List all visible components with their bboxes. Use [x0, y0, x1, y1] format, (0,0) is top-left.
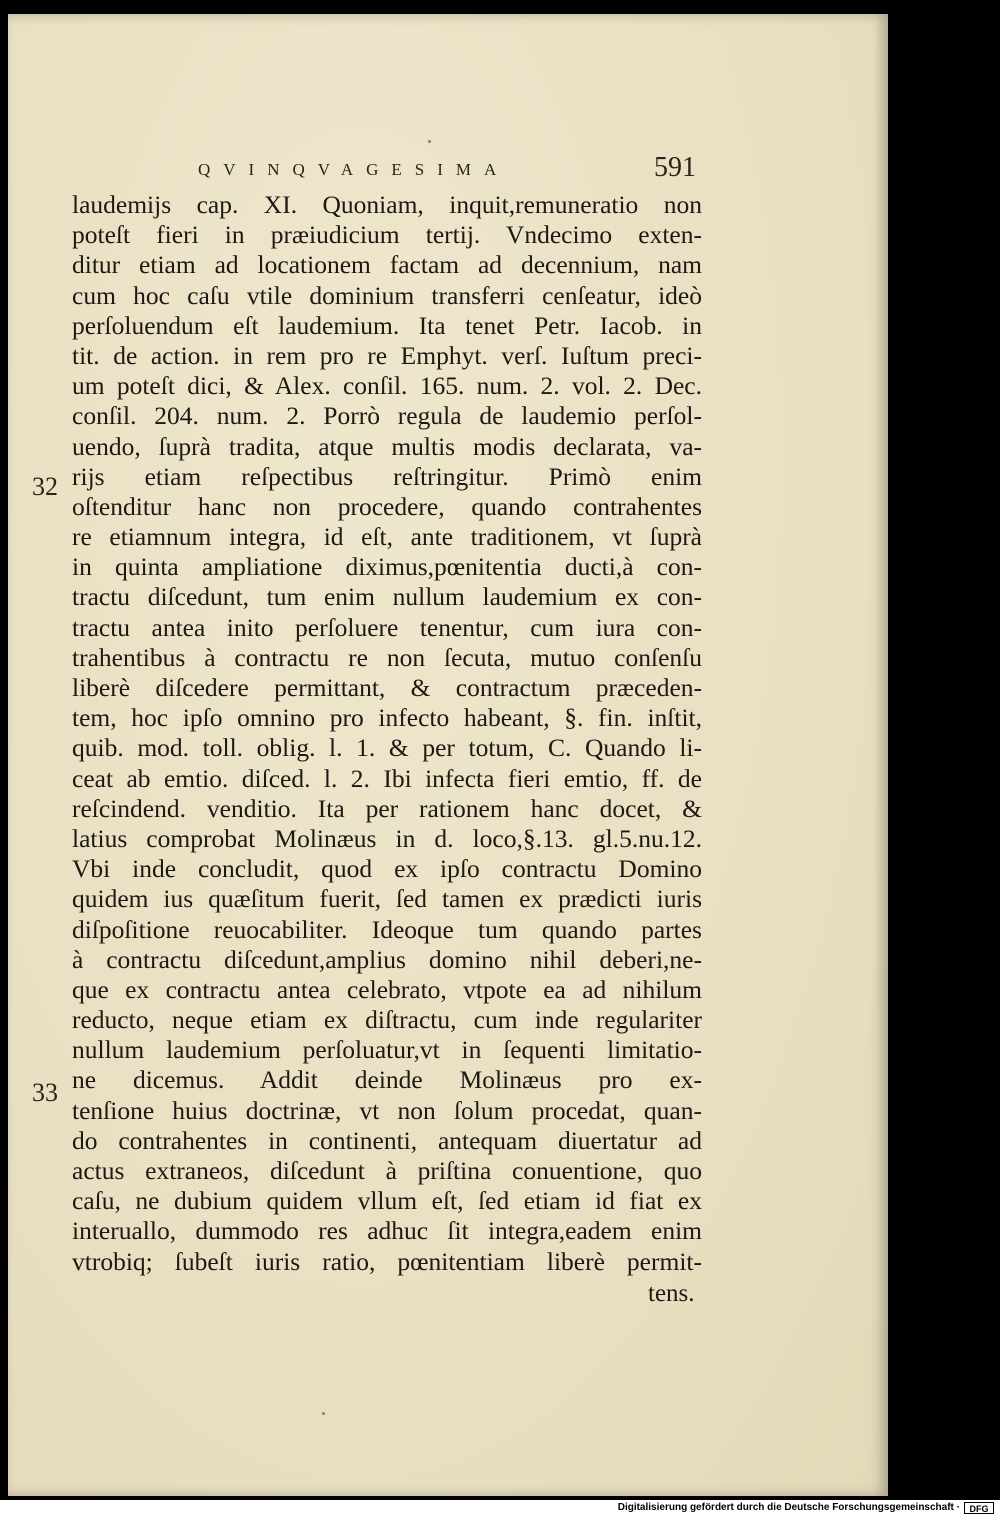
text-line: Vbi inde concludit, quod ex ipſo contractu Domino [72, 854, 702, 884]
text-line: um poteſt dici, & Alex. conſil. 165. num. 2. vol. 2. Dec. [72, 371, 702, 401]
dfg-logo: DFG [964, 1502, 994, 1514]
text-line: ceat ab emtio. diſced. l. 2. Ibi infecta fieri emtio, ff. de [72, 763, 702, 793]
running-head: QVINQVAGESIMA [198, 160, 510, 179]
text-line: cum hoc caſu vtile dominium transferri cenſeatur, ideò [72, 280, 702, 310]
text-line: laudemijs cap. XI. Quoniam, inquit,remuneratio non [72, 190, 702, 219]
text-line: à contractu diſcedunt,amplius domino nihil deberi,ne- [72, 944, 702, 974]
paper-speck [428, 140, 431, 143]
text-line: quib. mod. toll. oblig. l. 1. & per totum, C. Quando li- [72, 733, 702, 763]
funding-credit: Digitalisierung gefördert durch die Deutsche Forschungsgemeinschaft · [617, 1502, 960, 1513]
digitization-footer [0, 1500, 1000, 1516]
text-line: latius comprobat Molinæus in d. loco,§.13. gl.5.nu.12. [72, 823, 702, 853]
text-line: tenſione huius doctrinæ, vt non ſolum procedat, quan- [72, 1095, 702, 1125]
text-line: uendo, ſuprà tradita, atque multis modis declarata, va- [72, 431, 702, 461]
text-line: do contrahentes in continenti, antequam diuertatur ad [72, 1125, 702, 1155]
paper-speck [322, 1412, 325, 1415]
text-line: tit. de action. in rem pro re Emphyt. verſ. Iuſtum preci- [72, 340, 702, 370]
page-number: 591 [654, 152, 696, 183]
text-line: interuallo, dummodo res adhuc ſit integra,eadem enim [72, 1216, 702, 1246]
catchword: tens. [648, 1280, 695, 1307]
text-line: actus extraneos, diſcedunt à priſtina conuentione, quo [72, 1156, 702, 1185]
text-line: reducto, neque etiam ex diſtractu, cum inde regulariter [72, 1005, 702, 1035]
text-line: oſtenditur hanc non procedere, quando contrahentes [72, 491, 702, 521]
text-line: quidem ius quæſitum fuerit, ſed tamen ex prædicti iuris [72, 884, 702, 914]
text-line: caſu, ne dubium quidem vllum eſt, ſed etiam id fiat ex [72, 1186, 702, 1216]
book-page [8, 14, 888, 1496]
text-line: ditur etiam ad locationem factam ad decennium, nam [72, 250, 702, 280]
text-line: que ex contractu antea celebrato, vtpote ea ad nihilum [72, 974, 702, 1004]
text-line: tractu diſcedunt, tum enim nullum laudemium ex con- [72, 582, 702, 612]
margin-number-33: 33 [32, 1078, 58, 1107]
text-line: trahentibus à contractu re non ſecuta, mutuo conſenſu [72, 642, 702, 672]
text-line: in quinta ampliatione diximus,pœnitentia ducti,à con- [72, 552, 702, 582]
text-line: perſoluendum eſt laudemium. Ita tenet Petr. Iacob. in [72, 310, 702, 340]
text-line: tractu antea inito perſoluere tenentur, cum iura con- [72, 612, 702, 642]
text-line: vtrobiq; ſubeſt iuris ratio, pœnitentiam liberè permit- [72, 1246, 702, 1276]
text-line: diſpoſitione reuocabiliter. Ideoque tum quando partes [72, 914, 702, 944]
text-line: poteſt fieri in præiudicium tertij. Vndecimo exten- [72, 220, 702, 250]
text-line: nullum laudemium perſoluatur,vt in ſequenti limitatio- [72, 1035, 702, 1065]
text-line: reſcindend. venditio. Ita per rationem hanc docet, & [72, 793, 702, 823]
text-line: ne dicemus. Addit deinde Molinæus pro ex- [72, 1065, 702, 1095]
margin-number-32: 32 [32, 472, 58, 501]
text-line: re etiamnum integra, id eſt, ante traditionem, vt ſuprà [72, 522, 702, 552]
text-line: tem, hoc ipſo omnino pro infecto habeant, §. fin. inſtit, [72, 703, 702, 733]
body-text [72, 190, 702, 1277]
text-line: rijs etiam reſpectibus reſtringitur. Primò enim [72, 461, 702, 491]
text-line: conſil. 204. num. 2. Porrò regula de laudemio perſol- [72, 401, 702, 431]
text-line: liberè diſcedere permittant, & contractum præceden- [72, 673, 702, 702]
